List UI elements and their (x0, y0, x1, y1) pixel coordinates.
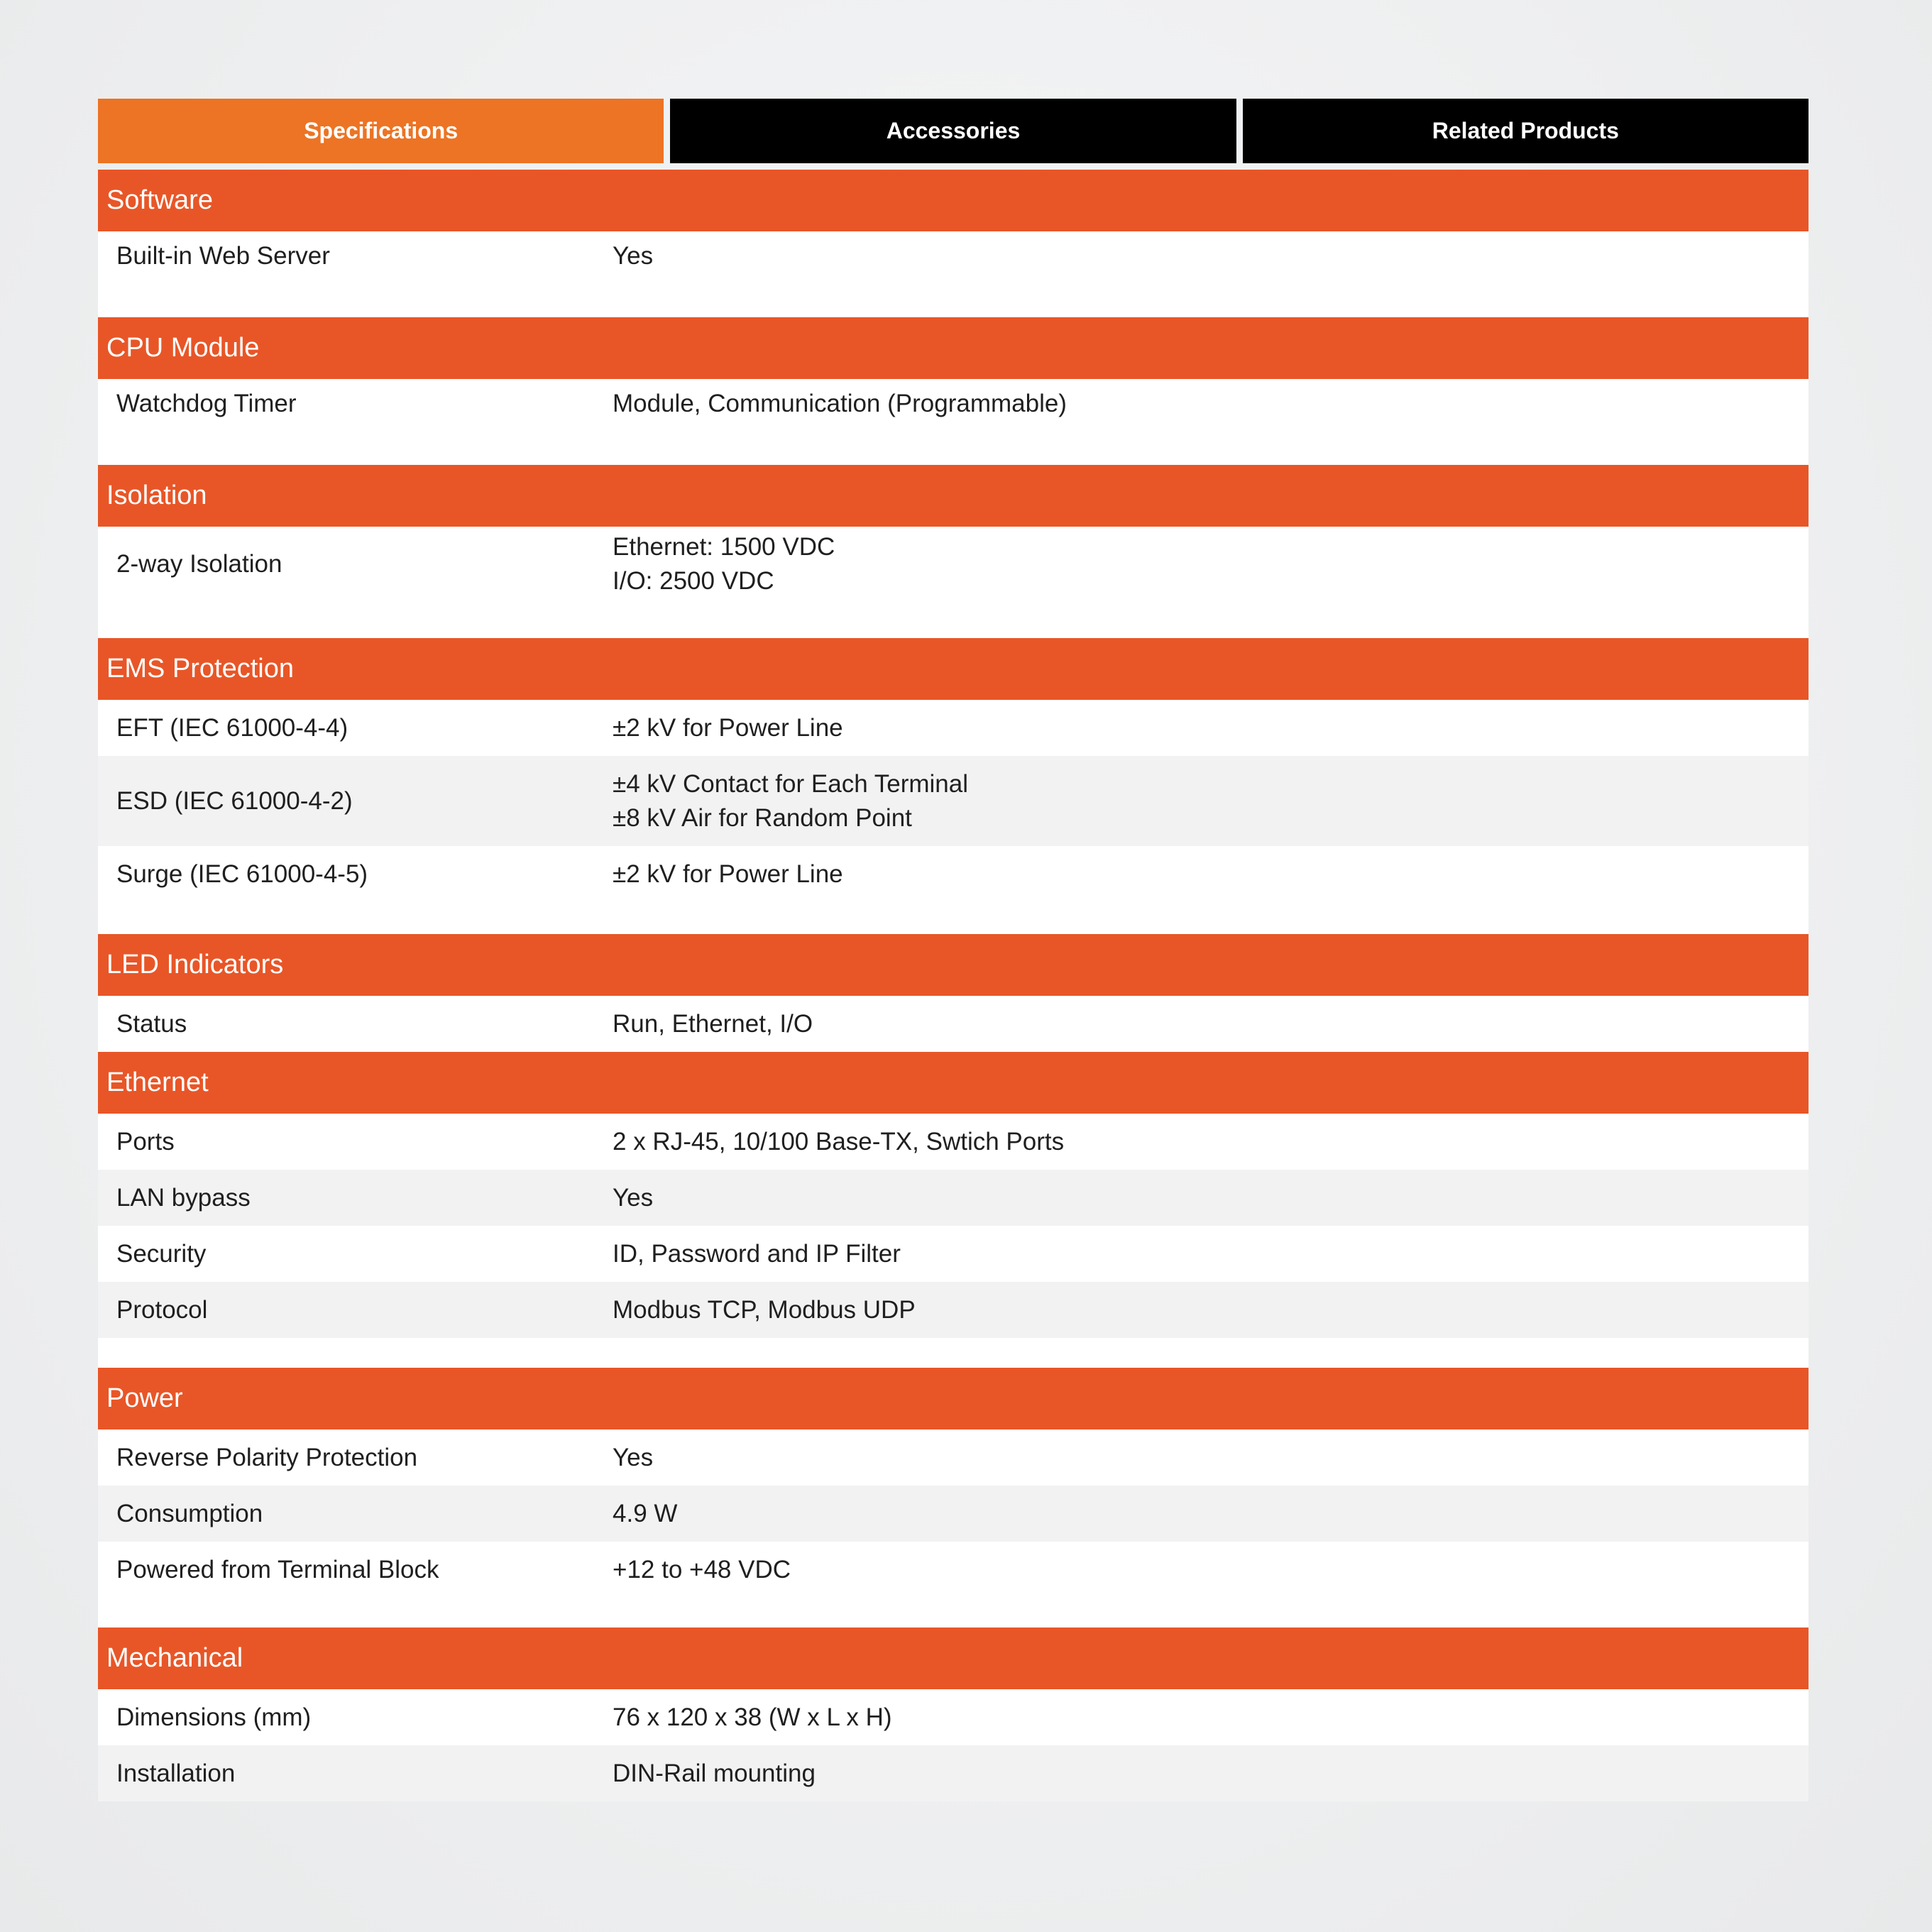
spec-value-line: Yes (613, 242, 654, 270)
section-spacer (98, 902, 1808, 934)
spec-label: Dimensions (mm) (116, 1703, 312, 1731)
spec-label: Built-in Web Server (116, 242, 330, 270)
section-header: Ethernet (98, 1052, 1808, 1114)
section-ethernet (98, 1052, 1808, 1368)
spec-value-line: 76 x 120 x 38 (W x L x H) (613, 1703, 892, 1731)
spec-label: Protocol (116, 1295, 208, 1324)
section-spacer (98, 602, 1808, 638)
spec-label: ESD (IEC 61000-4-2) (116, 786, 353, 815)
spec-label: Security (116, 1239, 207, 1268)
spec-value (613, 387, 1808, 421)
section-spacer (98, 1598, 1808, 1628)
spec-value-line: Yes (613, 1183, 654, 1212)
spec-row (98, 756, 1808, 846)
spec-label: Surge (IEC 61000-4-5) (116, 860, 368, 888)
spec-value-line: Module, Communication (Programmable) (613, 390, 1067, 417)
spec-label: Status (116, 1009, 187, 1038)
spec-value (613, 1007, 1808, 1041)
spec-value (613, 239, 1808, 273)
spec-value-line: +12 to +48 VDC (613, 1555, 791, 1584)
spec-value (613, 1701, 1808, 1735)
spec-value-line: 4.9 W (613, 1499, 678, 1527)
section-mechanical (98, 1628, 1808, 1801)
spec-label: EFT (IEC 61000-4-4) (116, 713, 348, 742)
tab-specifications[interactable]: Specifications (98, 99, 664, 163)
spec-label: LAN bypass (116, 1183, 251, 1212)
section-software (98, 170, 1808, 317)
tab-related-products[interactable]: Related Products (1243, 99, 1808, 163)
spec-row (98, 1282, 1808, 1338)
section-spacer (98, 429, 1808, 465)
spec-value (613, 1757, 1808, 1791)
section-spacer (98, 281, 1808, 317)
section-header: LED Indicators (98, 934, 1808, 996)
spec-page (98, 99, 1808, 1801)
spec-value-line: Yes (613, 1443, 654, 1471)
spec-table (98, 170, 1808, 1801)
spec-row (98, 1114, 1808, 1170)
spec-row (98, 996, 1808, 1052)
spec-row (98, 846, 1808, 902)
spec-value-line: ±4 kV Contact for Each Terminal (613, 769, 969, 798)
spec-value (613, 767, 1808, 835)
spec-row (98, 1542, 1808, 1598)
spec-value-line: Run, Ethernet, I/O (613, 1009, 813, 1038)
spec-label: Installation (116, 1759, 236, 1787)
spec-value-line: ±2 kV for Power Line (613, 713, 843, 742)
spec-row (98, 1429, 1808, 1486)
spec-value (613, 1497, 1808, 1531)
spec-value (613, 1125, 1808, 1159)
spec-row (98, 1486, 1808, 1542)
spec-label: Watchdog Timer (116, 390, 297, 417)
spec-value-line: ID, Password and IP Filter (613, 1239, 901, 1268)
spec-value-line: ±2 kV for Power Line (613, 860, 843, 888)
spec-value (613, 530, 1808, 598)
section-ems-protection (98, 638, 1808, 934)
spec-label: 2-way Isolation (116, 550, 282, 578)
tab-bar (98, 99, 1808, 163)
tab-accessories[interactable]: Accessories (670, 99, 1236, 163)
spec-value (613, 1553, 1808, 1587)
section-power (98, 1368, 1808, 1628)
spec-row (98, 1689, 1808, 1745)
spec-row (98, 231, 1808, 281)
spec-value (613, 1441, 1808, 1475)
section-isolation (98, 465, 1808, 638)
spec-value-line: I/O: 2500 VDC (613, 567, 774, 595)
spec-value-line: DIN-Rail mounting (613, 1759, 816, 1787)
spec-value (613, 1237, 1808, 1271)
section-spacer (98, 1338, 1808, 1368)
spec-value (613, 1181, 1808, 1215)
section-header: Isolation (98, 465, 1808, 527)
spec-row (98, 379, 1808, 429)
spec-value-line: ±8 kV Air for Random Point (613, 803, 912, 832)
spec-value (613, 857, 1808, 891)
spec-value-line: Ethernet: 1500 VDC (613, 533, 835, 561)
spec-label: Powered from Terminal Block (116, 1555, 439, 1584)
spec-value-line: 2 x RJ-45, 10/100 Base-TX, Swtich Ports (613, 1127, 1065, 1156)
section-header: Mechanical (98, 1628, 1808, 1689)
spec-value (613, 711, 1808, 745)
spec-row (98, 527, 1808, 602)
spec-label: Reverse Polarity Protection (116, 1443, 418, 1471)
spec-row (98, 1745, 1808, 1801)
section-header: EMS Protection (98, 638, 1808, 700)
spec-value-line: Modbus TCP, Modbus UDP (613, 1295, 916, 1324)
spec-label: Ports (116, 1127, 175, 1156)
section-cpu-module (98, 317, 1808, 465)
section-led-indicators (98, 934, 1808, 1052)
section-header: Software (98, 170, 1808, 231)
section-header: CPU Module (98, 317, 1808, 379)
spec-row (98, 1170, 1808, 1226)
spec-value (613, 1293, 1808, 1327)
spec-row (98, 700, 1808, 756)
spec-row (98, 1226, 1808, 1282)
spec-label: Consumption (116, 1499, 263, 1527)
section-header: Power (98, 1368, 1808, 1429)
